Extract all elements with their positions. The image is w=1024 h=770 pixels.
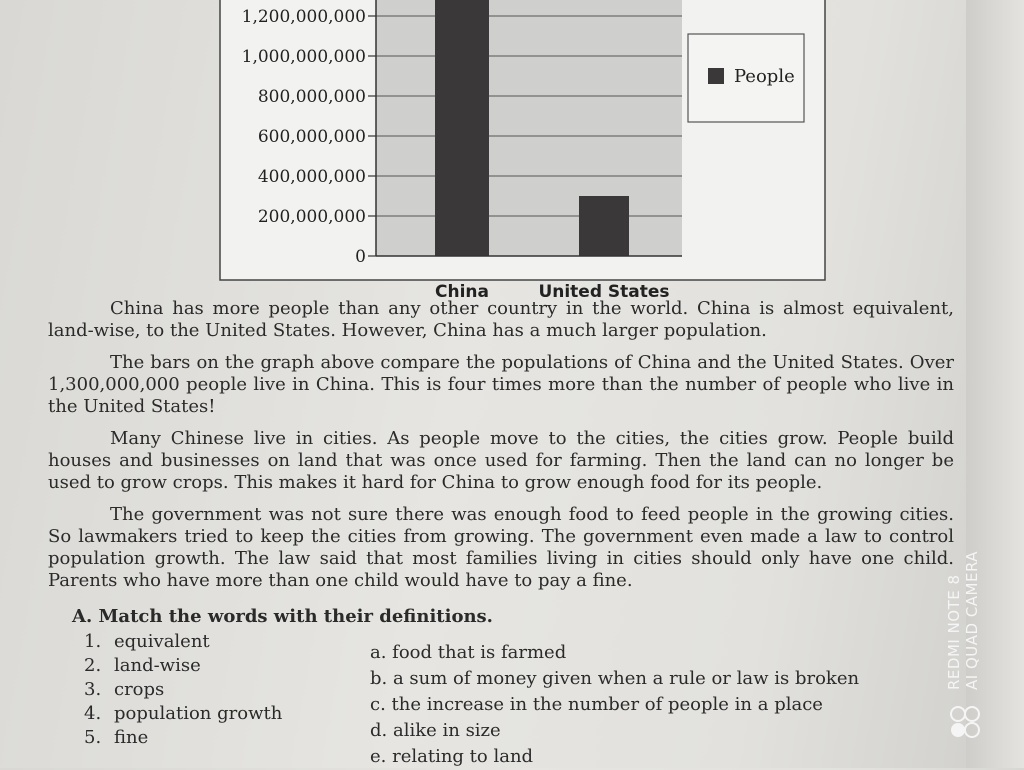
definition-item: a. food that is farmed xyxy=(370,642,567,663)
word-item: 5. fine xyxy=(84,727,149,748)
y-tick-label: 800,000,000 xyxy=(257,87,366,107)
paragraph-2: The bars on the graph above compare the populations of China and the United States. Over 1,300,000,000 people live in China. This is four times more than the number of people who live in the United States! xyxy=(48,352,954,417)
paragraph-4: The government was not sure there was enough food to feed people in the growing cities. So lawmakers tried to keep the cities from growing. The government even made a law to control population growth. The law said that most families living in cities should only have one child. Parents who have more than one child would have to pay a fine. xyxy=(48,504,954,591)
word-item: 2. land-wise xyxy=(84,655,201,676)
y-tick-label: 1,200,000,000 xyxy=(241,7,366,27)
camera-watermark xyxy=(945,551,981,690)
word-item: 1. equivalent xyxy=(84,631,210,652)
bar-united-states xyxy=(579,196,629,256)
word-list xyxy=(84,630,282,750)
watermark-line-1: REDMI NOTE 8 xyxy=(945,574,963,690)
legend-swatch xyxy=(708,68,724,84)
bar-china xyxy=(435,0,489,256)
exercise-title: A. Match the words with their definitions. xyxy=(72,606,493,627)
word-item: 3. crops xyxy=(84,679,165,700)
plot-area xyxy=(376,0,682,256)
y-tick-label: 400,000,000 xyxy=(257,167,366,187)
paragraph-1: China has more people than any other country in the world. China is almost equivalent, land-wise, to the United States. However, China has a much larger population. xyxy=(48,298,954,341)
definition-item: b. a sum of money given when a rule or law is broken xyxy=(370,668,860,689)
y-tick-label: 600,000,000 xyxy=(257,127,366,147)
word-item: 4. population growth xyxy=(84,703,283,724)
legend-label: People xyxy=(734,66,795,87)
watermark-line-2: AI QUAD CAMERA xyxy=(963,550,981,690)
x-tick-label: China xyxy=(435,282,489,302)
population-bar-chart xyxy=(0,0,1024,310)
y-tick-label: 0 xyxy=(355,247,366,267)
definition-item: d. alike in size xyxy=(370,720,501,741)
definition-list xyxy=(370,640,859,770)
definition-item: c. the increase in the number of people in a place xyxy=(370,694,823,715)
camera-logo-icon xyxy=(948,700,982,740)
x-tick-label: United States xyxy=(538,282,670,302)
definition-item: e. relating to land xyxy=(370,746,534,767)
y-tick-label: 200,000,000 xyxy=(257,207,366,227)
chart-legend xyxy=(688,34,804,122)
paragraph-3: Many Chinese live in cities. As people move to the cities, the cities grow. People build houses and businesses on land that was once used for farming. Then the land can no longer be used to grow crops. This makes it hard for China to grow enough food for its people. xyxy=(48,428,954,493)
y-tick-label: 1,000,000,000 xyxy=(241,47,366,67)
